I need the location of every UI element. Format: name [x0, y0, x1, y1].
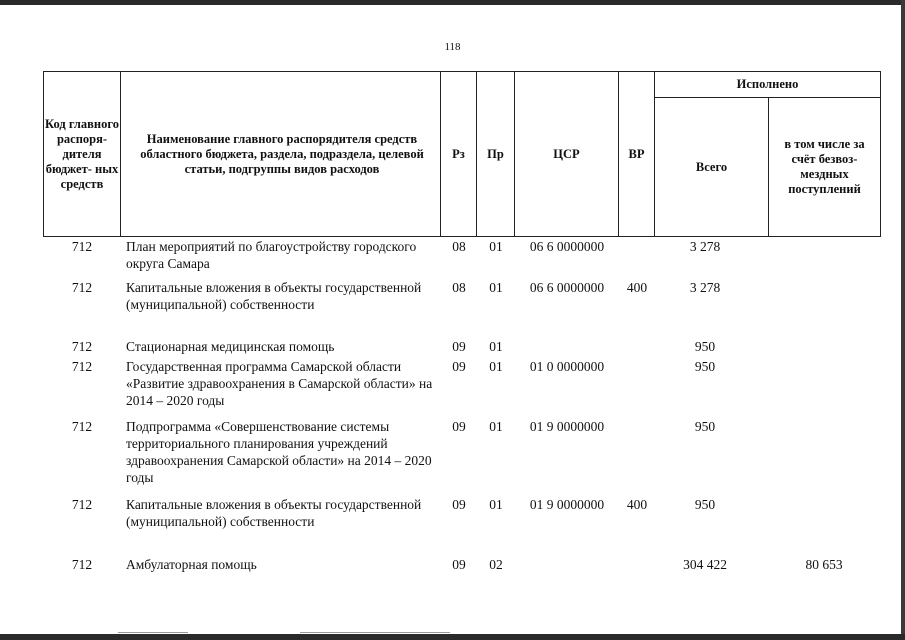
header-free: в том числе за счёт безвоз- мездных поступлений	[784, 137, 865, 196]
cell-name: Капитальные вложения в объекты государственной (муниципальной) собственности	[126, 497, 422, 529]
cell-total: 304 422	[683, 557, 727, 572]
cell-rz: 08	[452, 239, 466, 254]
header-name: Наименование главного распорядителя средств областного бюджета, раздела, подраздела, целевой статьи, подгруппы видов расходов	[140, 131, 424, 176]
cell-name: Стационарная медицинская помощь	[126, 339, 335, 354]
header-pr: Пр	[487, 146, 504, 161]
cell-code: 712	[71, 339, 93, 354]
header-code: Код главного распоря- дителя бюджет- ных средств	[45, 116, 119, 191]
cell-total: 950	[694, 339, 716, 354]
cell-free: 80 653	[805, 557, 843, 572]
cell-csr: 06 6 0000000	[529, 280, 605, 295]
scan-border-top	[0, 0, 905, 5]
scan-speck	[300, 632, 450, 633]
cell-total: 3 278	[689, 239, 721, 254]
cell-rz: 08	[452, 280, 466, 295]
cell-code: 712	[71, 280, 93, 295]
cell-name: Подпрограмма «Совершенствование системы территориального планирования учреждений здравоохранения Самарской области» на 2014 – 2020 годы	[126, 419, 432, 485]
cell-code: 712	[71, 419, 93, 434]
header-vr: ВР	[628, 146, 645, 161]
page-number: 118	[444, 41, 461, 53]
cell-csr: 01 0 0000000	[529, 359, 605, 374]
header-executed: Исполнено	[736, 77, 799, 91]
header-total: Всего	[695, 159, 728, 174]
scan-border-right	[901, 0, 905, 640]
cell-rz: 09	[452, 557, 466, 572]
cell-name: План мероприятий по благоустройству городского округа Самара	[126, 239, 417, 271]
cell-code: 712	[71, 497, 93, 512]
cell-code: 712	[71, 359, 93, 374]
header-rz: Рз	[452, 146, 465, 161]
cell-vr: 400	[626, 280, 648, 295]
scan-border-bottom	[0, 634, 905, 640]
cell-code: 712	[71, 557, 93, 572]
cell-rz: 09	[452, 359, 466, 374]
cell-pr: 01	[489, 419, 503, 434]
cell-rz: 09	[452, 419, 466, 434]
cell-csr: 01 9 0000000	[529, 419, 605, 434]
header-csr: ЦСР	[553, 146, 580, 161]
cell-vr: 400	[626, 497, 648, 512]
cell-total: 950	[694, 497, 716, 512]
cell-code: 712	[71, 239, 93, 254]
cell-pr: 01	[489, 497, 503, 512]
cell-name: Капитальные вложения в объекты государственной (муниципальной) собственности	[126, 280, 422, 312]
cell-rz: 09	[452, 497, 466, 512]
cell-rz: 09	[452, 339, 466, 354]
cell-csr: 06 6 0000000	[529, 239, 605, 254]
cell-csr: 01 9 0000000	[529, 497, 605, 512]
cell-pr: 02	[489, 557, 503, 572]
cell-name: Государственная программа Самарской области «Развитие здравоохранения в Самарской области» на 2014 – 2020 годы	[126, 359, 433, 408]
cell-pr: 01	[489, 359, 503, 374]
cell-total: 3 278	[689, 280, 721, 295]
cell-total: 950	[694, 359, 716, 374]
cell-pr: 01	[489, 339, 503, 354]
cell-name: Амбулаторная помощь	[126, 557, 257, 572]
cell-pr: 01	[489, 239, 503, 254]
cell-pr: 01	[489, 280, 503, 295]
cell-total: 950	[694, 419, 716, 434]
scan-speck	[118, 632, 188, 633]
